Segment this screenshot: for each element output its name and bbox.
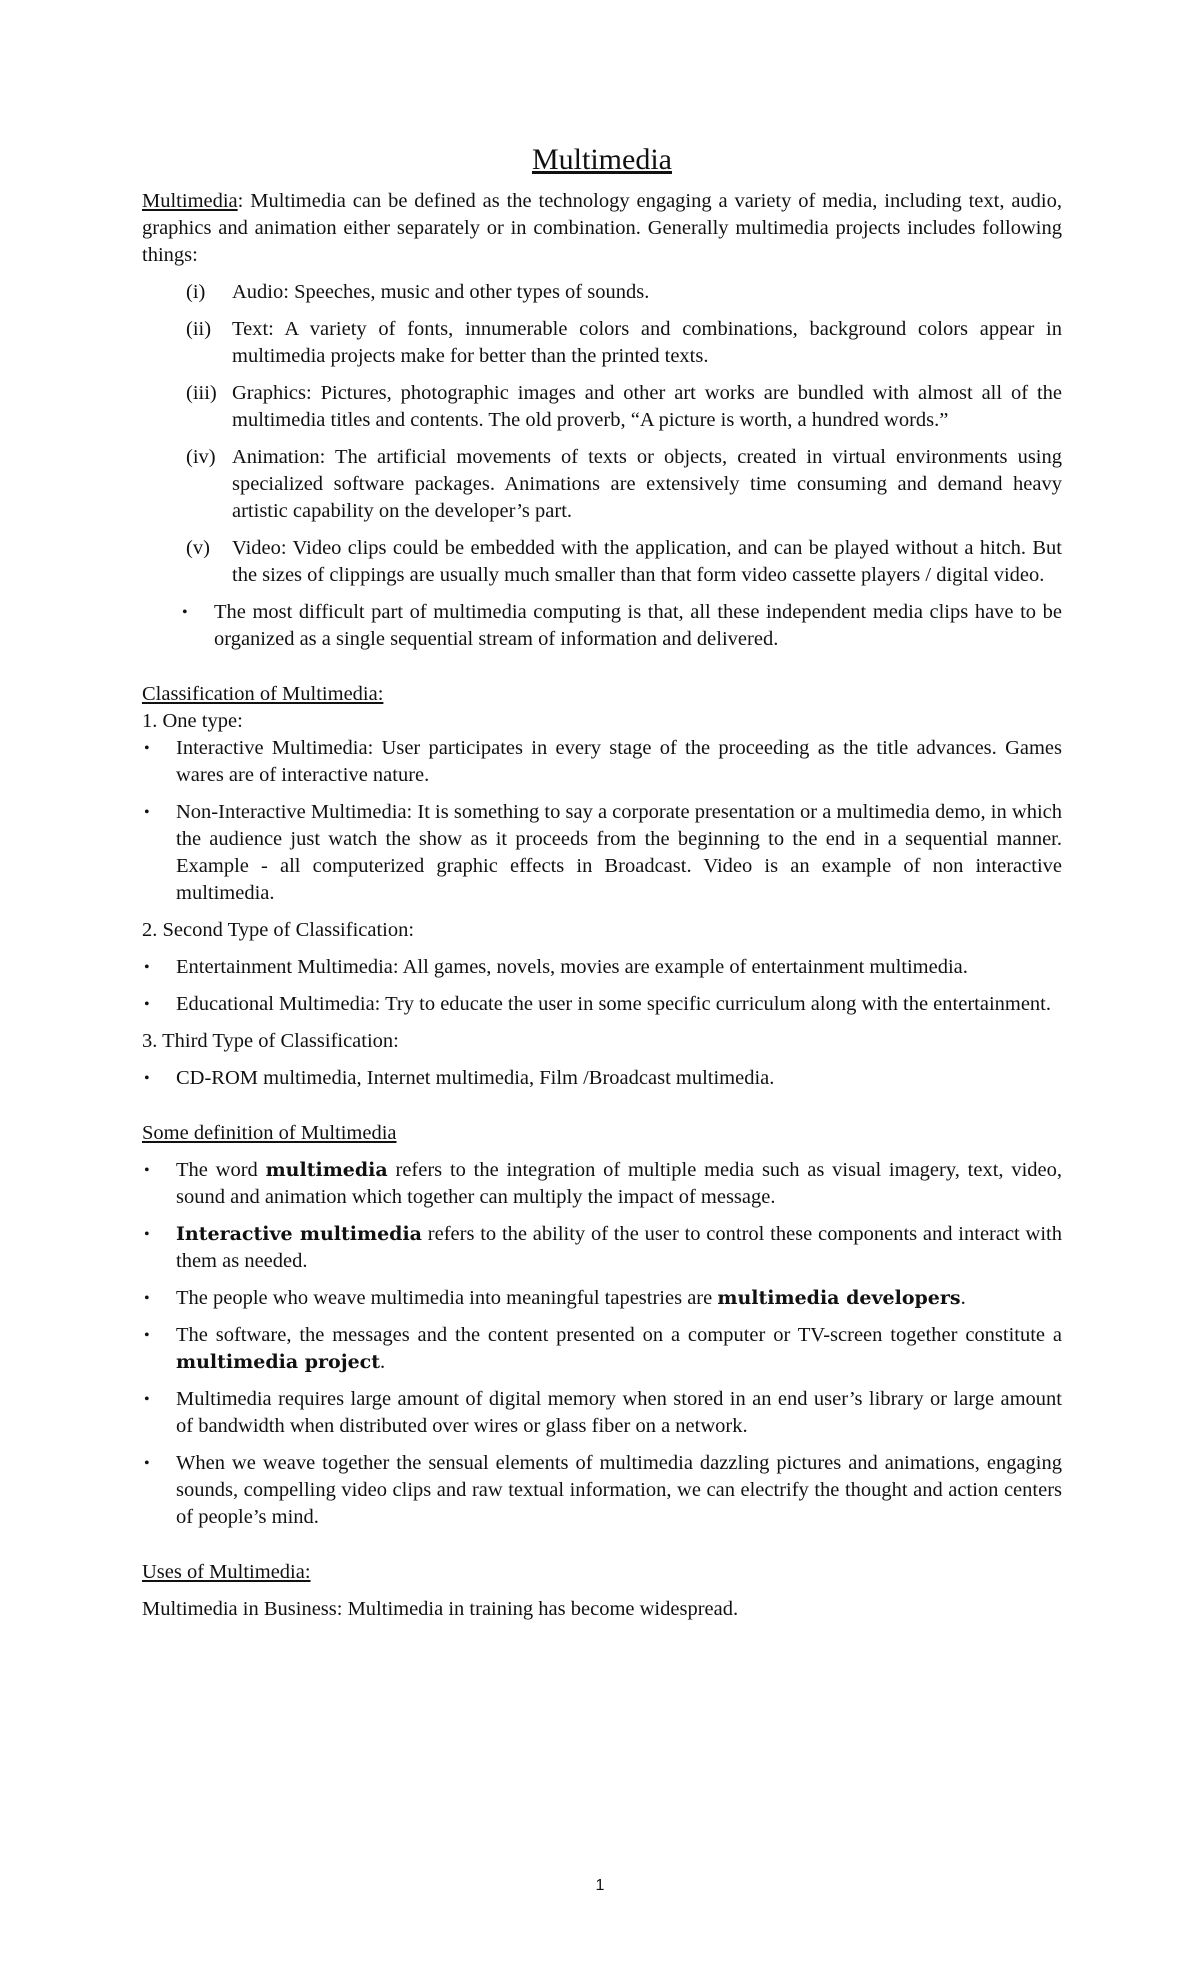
definition-text: The word xyxy=(176,1159,266,1181)
definition-text: When we weave together the sensual elements of multimedia dazzling pictures and animations, engaging sounds, compelling video clips and raw textual information, we can electrify the thought and action centers of people’s mind. xyxy=(176,1452,1062,1528)
list-item xyxy=(142,1386,1062,1440)
type-2-list xyxy=(142,954,1062,1018)
item-text: Educational Multimedia: Try to educate the user in some specific curriculum along with the entertainment. xyxy=(176,993,1052,1015)
definition-term: multimedia developers xyxy=(717,1287,961,1309)
bullet-icon: • xyxy=(144,1327,150,1344)
bullet-icon: • xyxy=(144,1226,150,1243)
list-item xyxy=(142,535,1062,589)
list-item xyxy=(142,279,1062,306)
bullet-icon: • xyxy=(144,1162,150,1179)
item-text: Entertainment Multimedia: All games, novels, movies are example of entertainment multimedia. xyxy=(176,956,968,978)
item-number: (v) xyxy=(186,537,210,559)
page-content xyxy=(142,142,1062,1623)
bullet-icon: • xyxy=(144,1455,150,1472)
definition-text: Multimedia requires large amount of digital memory when stored in an end user’s library or large amount of bandwidth when distributed over wires or glass fiber on a network. xyxy=(176,1388,1062,1437)
definitions-list xyxy=(142,1157,1062,1531)
list-item xyxy=(142,799,1062,907)
definition-text: . xyxy=(960,1287,966,1309)
definition-text: refers to the integration of multiple media such as visual imagery, text, video, sound and animation which together can multiply the impact of message. xyxy=(176,1159,1062,1208)
item-number: (i) xyxy=(186,281,206,303)
bullet-icon: • xyxy=(144,959,150,976)
definition-term: multimedia project xyxy=(176,1351,381,1373)
list-item xyxy=(142,1065,1062,1092)
list-item xyxy=(142,954,1062,981)
list-item xyxy=(142,316,1062,370)
item-text: The most difficult part of multimedia computing is that, all these independent media clips have to be organized as a single sequential stream of information and delivered. xyxy=(214,601,1062,650)
item-text: Animation: The artificial movements of texts or objects, created in virtual environments using specialized software packages. Animations are extensively time consuming and demand heavy artistic capability on the developer’s part. xyxy=(232,446,1062,522)
definition-text: refers to the ability of the user to control these components and interact with them as needed. xyxy=(176,1223,1062,1272)
uses-heading: Uses of Multimedia: xyxy=(142,1561,311,1583)
bullet-icon: • xyxy=(144,1391,150,1408)
list-item xyxy=(142,599,1062,653)
list-item xyxy=(142,1450,1062,1531)
bullet-icon: • xyxy=(144,740,150,757)
list-item xyxy=(142,1322,1062,1376)
list-item xyxy=(142,1157,1062,1211)
classification-type-3: 3. Third Type of Classification: xyxy=(142,1030,399,1052)
definitions-heading: Some definition of Multimedia xyxy=(142,1122,397,1144)
difficulty-note-list xyxy=(142,599,1062,653)
classification-type-1: 1. One type: xyxy=(142,710,243,732)
item-text: Non-Interactive Multimedia: It is something to say a corporate presentation or a multimedia demo, in which the audience just watch the show as it proceeds from the beginning to the end in a sequential manner. Example - all computerized graphic effects in Broadcast. Video is an example of non interactive multimedia. xyxy=(176,801,1062,904)
bullet-icon: • xyxy=(182,604,188,621)
intro-term: Multimedia xyxy=(142,190,238,212)
item-number: (ii) xyxy=(186,318,212,340)
list-item xyxy=(142,735,1062,789)
item-number: (iii) xyxy=(186,382,217,404)
definition-term: Interactive multimedia xyxy=(176,1223,422,1245)
item-text: CD-ROM multimedia, Internet multimedia, Film /Broadcast multimedia. xyxy=(176,1067,775,1089)
type-1-list xyxy=(142,735,1062,907)
list-item xyxy=(142,1285,1062,1312)
list-item xyxy=(142,991,1062,1018)
item-text: Graphics: Pictures, photographic images and other art works are bundled with almost all of the multimedia titles and contents. The old proverb, “A picture is worth, a hundred words.” xyxy=(232,382,1062,431)
intro-paragraph xyxy=(142,188,1062,269)
definition-term: multimedia xyxy=(265,1159,388,1181)
item-text: Video: Video clips could be embedded with the application, and can be played without a hitch. But the sizes of clippings are usually much smaller than that form video cassette players / digital video. xyxy=(232,537,1062,586)
list-item xyxy=(142,1221,1062,1275)
bullet-icon: • xyxy=(144,804,150,821)
classification-type-2: 2. Second Type of Classification: xyxy=(142,919,415,941)
page-title: Multimedia xyxy=(532,143,672,176)
classification-heading: Classification of Multimedia: xyxy=(142,683,384,705)
bullet-icon: • xyxy=(144,1290,150,1307)
media-types-list xyxy=(142,279,1062,589)
item-text: Interactive Multimedia: User participates in every stage of the proceeding as the title advances. Games wares are of interactive nature. xyxy=(176,737,1062,786)
type-3-list xyxy=(142,1065,1062,1092)
item-text: Text: A variety of fonts, innumerable colors and combinations, background colors appear in multimedia projects make for better than the printed texts. xyxy=(232,318,1062,367)
item-number: (iv) xyxy=(186,446,216,468)
bullet-icon: • xyxy=(144,996,150,1013)
item-text: Audio: Speeches, music and other types of sounds. xyxy=(232,281,650,303)
definition-text: . xyxy=(380,1351,386,1373)
list-item xyxy=(142,444,1062,525)
bullet-icon: • xyxy=(144,1070,150,1087)
uses-business: Multimedia in Business: Multimedia in training has become widespread. xyxy=(142,1598,739,1620)
page-number: 1 xyxy=(595,1877,605,1894)
list-item xyxy=(142,380,1062,434)
definition-text: The people who weave multimedia into meaningful tapestries are xyxy=(176,1287,718,1309)
definition-text: The software, the messages and the content presented on a computer or TV-screen together constitute a xyxy=(176,1324,1062,1346)
intro-text: : Multimedia can be defined as the technology engaging a variety of media, including text, audio, graphics and animation either separately or in combination. Generally multimedia projects includes following things: xyxy=(142,190,1062,266)
